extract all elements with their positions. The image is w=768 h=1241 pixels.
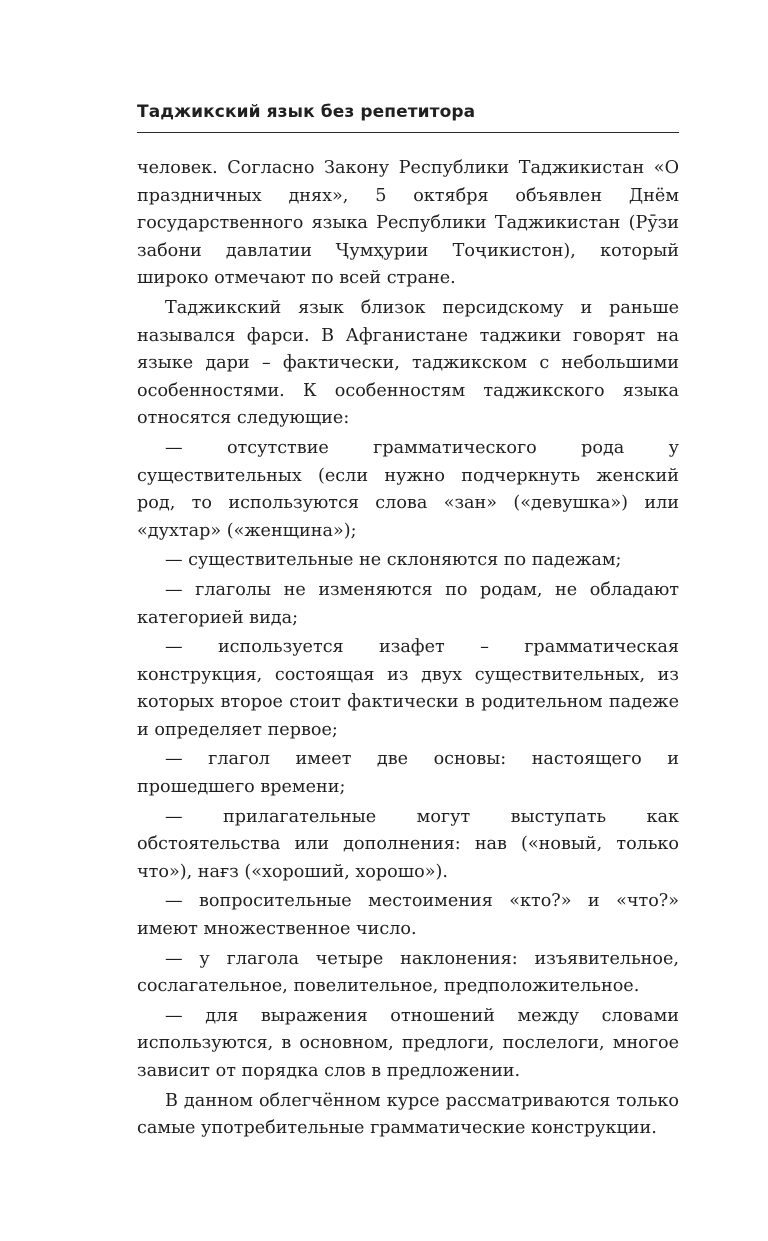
paragraph-continuation: человек. Согласно Закону Республики Таджикистан «О праздничных днях», 5 октября объявлен Днём государственного языка Республики Таджикистан (Рӯзи забони давлатии Ҷумҳурии Тоҷикистон), который широко отмечают по всей стране.: [137, 158, 679, 289]
list-item-no-cases: — существительные не склоняются по падежам;: [165, 550, 622, 571]
list-item-grammatical-gender: — отсутствие грамматического рода у существительных (если нужно подчеркнуть женский род, то используются слова «зан» («девушка») или «духтар» («женщина»);: [137, 437, 679, 541]
list-item-verb-stems: — глагол имеет две основы: настоящего и прошедшего времени;: [137, 749, 679, 798]
header-divider: [137, 132, 679, 133]
running-title: Таджикский язык без репетитора: [137, 102, 476, 122]
paragraph-intro-features: Таджикский язык близок персидскому и раньше назывался фарси. В Афганистане таджики говорят на языке дари – фактически, таджикском с небольшими особенностями. К особенностям таджикского языка относятся следующие:: [137, 297, 679, 429]
list-item-prepositions: — для выражения отношений между словами используются, в основном, предлоги, послелоги, многое зависит от порядка слов в предложении.: [137, 1005, 679, 1081]
list-item-adjectives: — прилагательные могут выступать как обстоятельства или дополнения: нав («новый, только что»), нағз («хороший, хорошо»).: [137, 806, 679, 882]
list-item-verbs-no-gender: — глаголы не изменяются по родам, не обладают категорией вида;: [137, 579, 679, 628]
list-item-interrogative-pronouns: — вопросительные местоимения «кто?» и «что?» имеют множественное число.: [137, 891, 679, 940]
paragraph-course-scope: В данном облегчённом курсе рассматриваются только самые употребительные грамматические конструкции.: [137, 1090, 679, 1139]
list-item-izafet: — используется изафет – грамматическая конструкция, состоящая из двух существительных, из которых второе стоит фактически в родительном падеже и определяет первое;: [137, 637, 679, 740]
list-item-verb-moods: — у глагола четыре наклонения: изъявительное, сослагательное, повелительное, предположительное.: [137, 948, 679, 997]
page-body-text: [137, 155, 679, 1143]
